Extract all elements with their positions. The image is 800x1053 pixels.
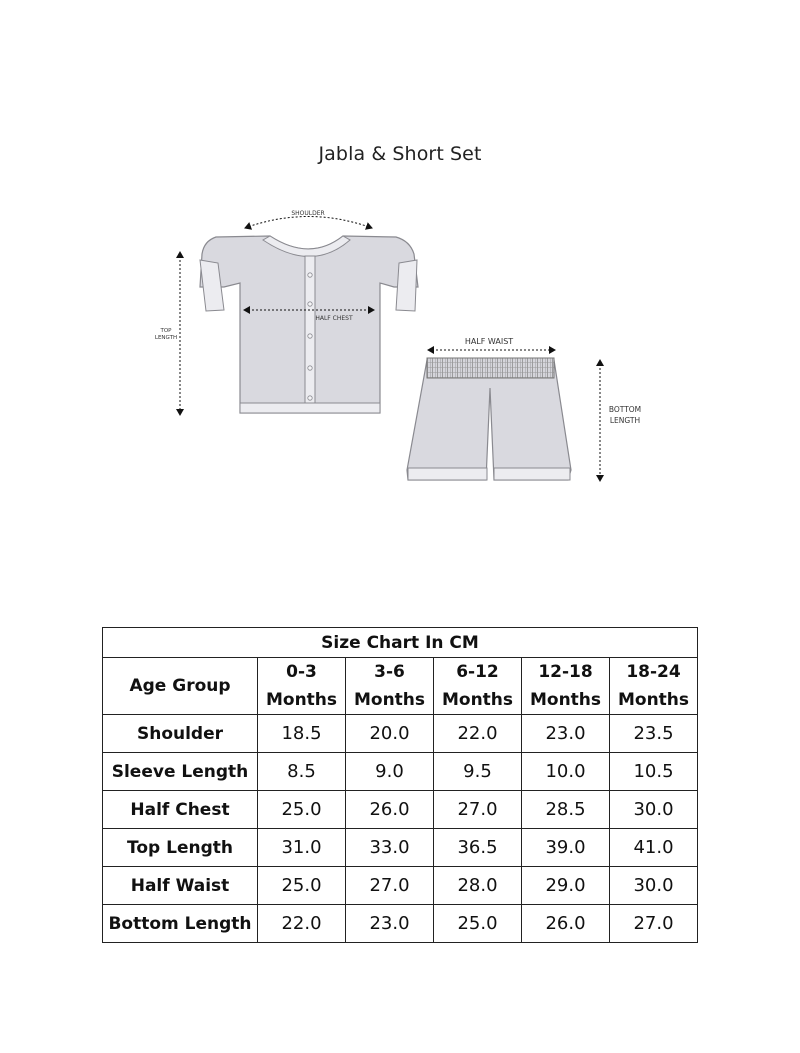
column-header-range: 6-12: [456, 662, 499, 682]
column-header-unit: Months: [617, 690, 690, 710]
table-cell: 20.0: [346, 715, 434, 753]
column-header: [522, 658, 610, 715]
table-cell: 10.0: [522, 753, 610, 791]
table-cell: 10.5: [610, 753, 698, 791]
table-cell: 28.5: [522, 791, 610, 829]
table-row: [103, 753, 698, 791]
shorts-drawing: [407, 337, 641, 481]
row-label: Sleeve Length: [103, 753, 258, 791]
column-header-range: 0-3: [286, 662, 317, 682]
row-label: Half Waist: [103, 867, 258, 905]
table-cell: 27.0: [434, 791, 522, 829]
right-sleeve-cuff: [396, 260, 417, 311]
table-cell: 22.0: [434, 715, 522, 753]
table-cell: 30.0: [610, 867, 698, 905]
table-cell: 36.5: [434, 829, 522, 867]
table-cell: 26.0: [346, 791, 434, 829]
table-cell: 33.0: [346, 829, 434, 867]
column-header: [258, 658, 346, 715]
table-cell: 29.0: [522, 867, 610, 905]
table-caption-row: [103, 628, 698, 658]
column-header-range: 3-6: [374, 662, 405, 682]
table-row: [103, 905, 698, 943]
top-hem: [240, 403, 380, 413]
table-cell: 23.0: [346, 905, 434, 943]
table-cell: 23.0: [522, 715, 610, 753]
bottom-length-label-line1: BOTTOM: [608, 405, 642, 414]
top-length-label-line2: LENGTH: [154, 335, 178, 341]
table-body: [103, 715, 698, 943]
shoulder-arrow: [245, 217, 372, 229]
right-leg-cuff: [494, 468, 570, 480]
table-row: [103, 867, 698, 905]
row-label: Shoulder: [103, 715, 258, 753]
column-header: [610, 658, 698, 715]
size-chart-table: [102, 627, 698, 943]
table-cell: 25.0: [258, 791, 346, 829]
shoulder-label: SHOULDER: [291, 210, 325, 217]
column-header-unit: Months: [265, 690, 338, 710]
table-cell: 25.0: [258, 867, 346, 905]
garment-measurement-diagram: [0, 0, 800, 520]
table-cell: 30.0: [610, 791, 698, 829]
table-cell: 25.0: [434, 905, 522, 943]
table-header-row: [103, 658, 698, 715]
table-cell: 27.0: [346, 867, 434, 905]
table-cell: 39.0: [522, 829, 610, 867]
table-cell: 23.5: [610, 715, 698, 753]
column-header: [434, 658, 522, 715]
age-group-header: Age Group: [103, 658, 258, 715]
column-header-unit: Months: [353, 690, 426, 710]
table-cell: 41.0: [610, 829, 698, 867]
table-row: [103, 791, 698, 829]
row-label: Bottom Length: [103, 905, 258, 943]
row-label: Half Chest: [103, 791, 258, 829]
bottom-length-label-line2: LENGTH: [609, 416, 641, 425]
column-header-range: 18-24: [626, 662, 681, 682]
column-header-range: 12-18: [538, 662, 593, 682]
top-length-label-line1: TOP: [160, 328, 172, 334]
table-cell: 22.0: [258, 905, 346, 943]
column-header-unit: Months: [441, 690, 514, 710]
column-header-unit: Months: [529, 690, 602, 710]
waistband: [427, 358, 554, 378]
table-row: [103, 715, 698, 753]
half-waist-label: HALF WAIST: [464, 337, 514, 346]
table-cell: 9.0: [346, 753, 434, 791]
table-cell: 27.0: [610, 905, 698, 943]
table-caption: Size Chart In CM: [103, 628, 698, 658]
half-chest-label: HALF CHEST: [315, 315, 353, 322]
left-leg-cuff: [408, 468, 487, 480]
jabla-top-drawing: [155, 210, 418, 415]
table-cell: 28.0: [434, 867, 522, 905]
column-header: [346, 658, 434, 715]
table-cell: 31.0: [258, 829, 346, 867]
document-title: Jabla & Short Set: [318, 143, 482, 165]
table-cell: 26.0: [522, 905, 610, 943]
row-label: Top Length: [103, 829, 258, 867]
table-cell: 8.5: [258, 753, 346, 791]
table-row: [103, 829, 698, 867]
table-cell: 18.5: [258, 715, 346, 753]
table-cell: 9.5: [434, 753, 522, 791]
